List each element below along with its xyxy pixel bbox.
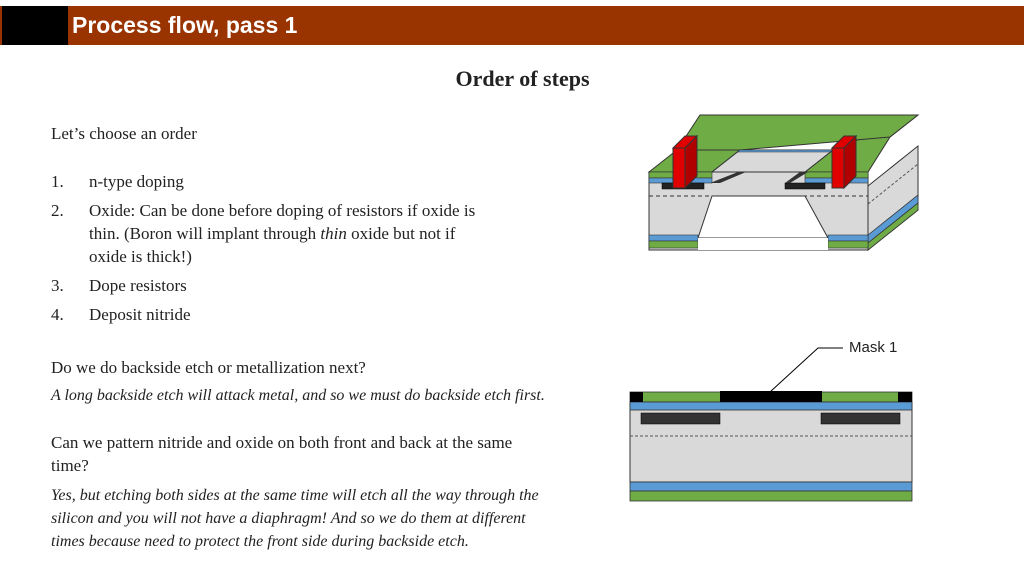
question-pattern-both-sides: Can we pattern nitride and oxide on both front and back at the same time? bbox=[51, 433, 513, 475]
answer-pattern-both-sides: Yes, but etching both sides at the same time will etch all the way through the silicon and you will not have a diaphragm! And so we do them at different times because need to protect the front side during backside etch. bbox=[51, 487, 539, 550]
step-number: 1. bbox=[51, 172, 64, 191]
step-text: n-type doping bbox=[89, 172, 184, 191]
step-text: Deposit nitride bbox=[89, 305, 191, 324]
step-text: Oxide: Can be done before doping of resistors if oxide is thin. (Boron will implant through bbox=[89, 201, 476, 243]
answer-backside-etch: A long backside etch will attack metal, and so we must do backside etch first. bbox=[51, 387, 545, 404]
cross-section-mask-diagram bbox=[628, 340, 918, 510]
steps-list bbox=[51, 170, 491, 332]
list-item bbox=[51, 303, 491, 326]
intro-text: Let’s choose an order bbox=[51, 124, 197, 143]
step-number: 2. bbox=[51, 201, 64, 220]
section-heading: Order of steps bbox=[455, 66, 590, 91]
title-accent-block bbox=[2, 6, 68, 45]
step-number: 3. bbox=[51, 276, 64, 295]
list-item bbox=[51, 274, 491, 297]
step-text: Dope resistors bbox=[89, 276, 187, 295]
list-item bbox=[51, 199, 491, 268]
step-text-cont: oxide but not if oxide is thick!) bbox=[89, 224, 456, 266]
list-item bbox=[51, 170, 491, 193]
step-number: 4. bbox=[51, 305, 64, 324]
mask-callout-label: Mask 1 bbox=[849, 339, 898, 356]
question-backside-etch: Do we do backside etch or metallization next? bbox=[51, 358, 366, 377]
slide-title: Process flow, pass 1 bbox=[72, 12, 298, 38]
device-3d-diagram bbox=[640, 110, 930, 260]
step-emphasis: thin bbox=[320, 224, 347, 243]
title-bar bbox=[0, 6, 1024, 45]
